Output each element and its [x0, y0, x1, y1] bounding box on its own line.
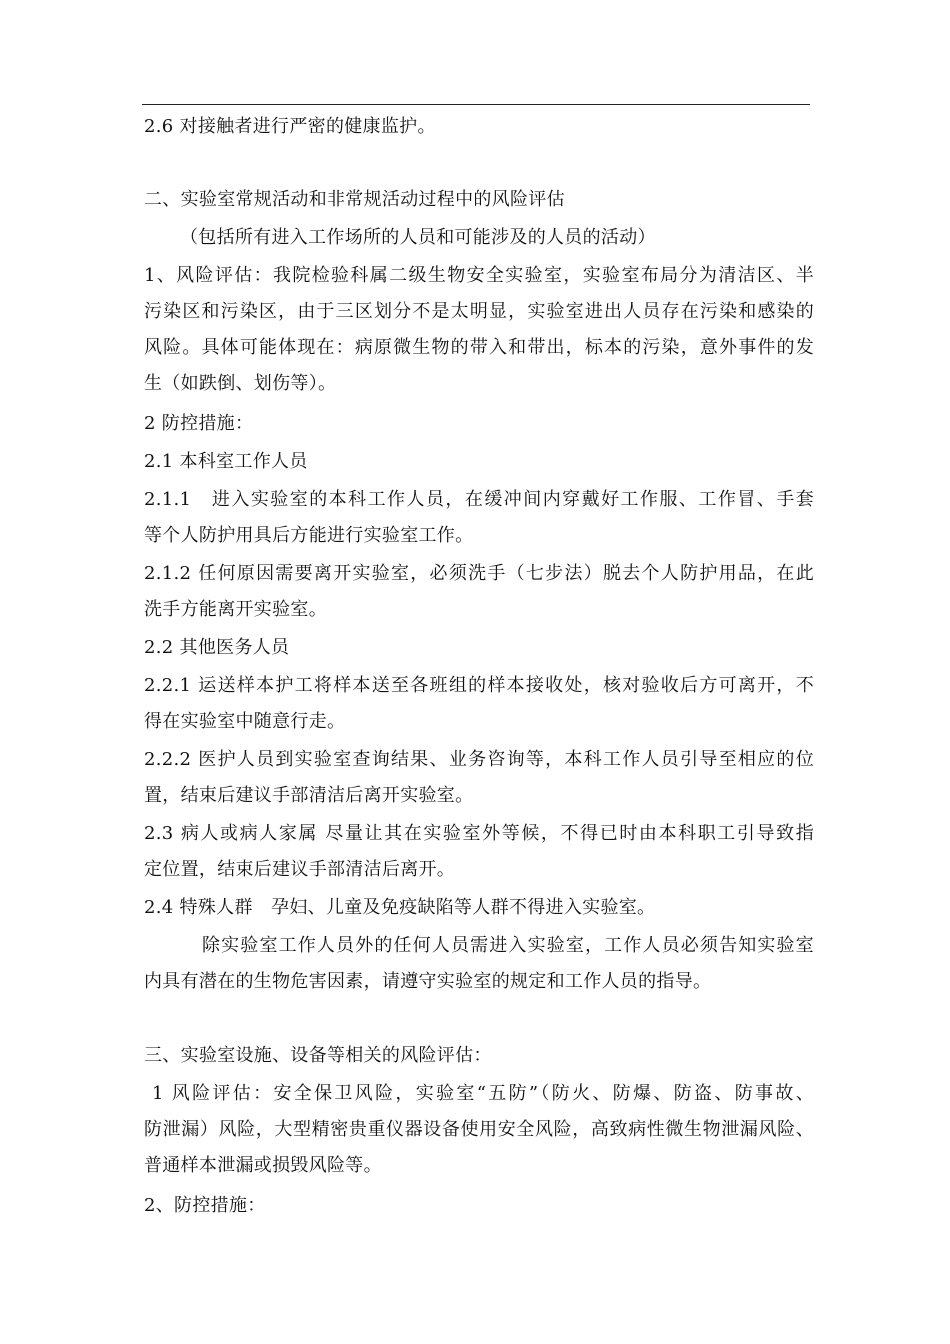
paragraph-line: 置，结束后建议手部清洁后离开实验室。	[144, 785, 474, 806]
paragraph-line: 得在实验室中随意行走。	[144, 711, 346, 732]
section-heading: 三、实验室设施、设备等相关的风险评估：	[144, 1045, 492, 1066]
paragraph-line: 2.4 特殊人群 孕妇、儿童及免疫缺陷等人群不得进入实验室。	[144, 897, 656, 918]
paragraph-line: 2.1 本科室工作人员	[144, 451, 308, 472]
paragraph-line: 2.1.1 进入实验室的本科工作人员，在缓冲间内穿戴好工作服、工作冒、手套	[144, 489, 814, 510]
paragraph-line: 定位置，结束后建议手部清洁后离开。	[144, 859, 456, 880]
paragraph-line: 2 防控措施：	[144, 413, 254, 434]
paragraph-line: 内具有潜在的生物危害因素，请遵守实验室的规定和工作人员的指导。	[144, 971, 712, 992]
paragraph-line: 生（如跌倒、划伤等）。	[144, 373, 337, 394]
paragraph-line: 2.2.2 医护人员到实验室查询结果、业务咨询等，本科工作人员引导至相应的位	[144, 749, 814, 770]
paragraph-line: 防泄漏）风险，大型精密贵重仪器设备使用安全风险，高致病性微生物泄漏风险、	[144, 1119, 814, 1140]
header-rule	[142, 104, 810, 105]
paragraph-line: 污染区和污染区，由于三区划分不是太明显，实验室进出人员存在污染和感染的	[144, 301, 814, 322]
paragraph-line: 普通样本泄漏或损毁风险等。	[144, 1155, 382, 1176]
paragraph-line: 除实验室工作人员外的任何人员需进入实验室，工作人员必须告知实验室	[202, 935, 814, 956]
paragraph-line: 2.6 对接触者进行严密的健康监护。	[144, 116, 436, 137]
paragraph-line: 2.2 其他医务人员	[144, 637, 290, 658]
paragraph-line: 2.3 病人或病人家属 尽量让其在实验室外等候，不得已时由本科职工引导致指	[144, 823, 814, 844]
paragraph-line: 1、风险评估：我院检验科属二级生物安全实验室，实验室布局分为清洁区、半	[144, 265, 814, 286]
paragraph-line: 风险。具体可能体现在：病原微生物的带入和带出，标本的污染，意外事件的发	[144, 337, 814, 358]
paragraph-line: 2.2.1 运送样本护工将样本送至各班组的样本接收处，核对验收后方可离开，不	[144, 675, 814, 696]
section-heading: 二、实验室常规活动和非常规活动过程中的风险评估	[144, 189, 565, 210]
paragraph-line: 洗手方能离开实验室。	[144, 599, 327, 620]
paragraph-line: 2、防控措施：	[144, 1195, 266, 1216]
paragraph-line: 等个人防护用具后方能进行实验室工作。	[144, 525, 474, 546]
section-subheading: （包括所有进入工作场所的人员和可能涉及的人员的活动）	[180, 227, 656, 248]
paragraph-line: 2.1.2 任何原因需要离开实验室，必须洗手（七步法）脱去个人防护用品，在此	[144, 563, 814, 584]
paragraph-line: 1 风险评估：安全保卫风险，实验室“五防”（防火、防爆、防盗、防事故、	[152, 1083, 814, 1104]
